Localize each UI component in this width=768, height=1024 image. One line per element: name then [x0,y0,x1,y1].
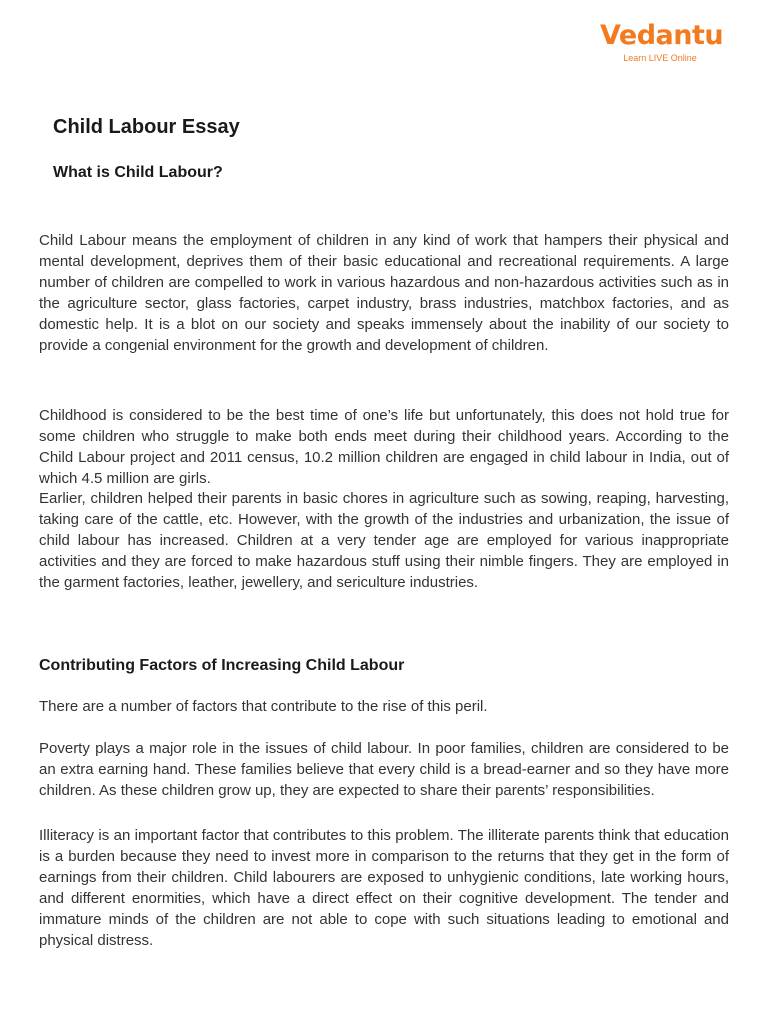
paragraph-poverty: Poverty plays a major role in the issues of child labour. In poor families, children are considered to be an extra earning hand. These families believe that every child is a bread-earner and so they have more children. As these children grow up, they are expected to share their parents’ responsibilities. [39,740,729,799]
paragraph-illiteracy: Illiteracy is an important factor that contributes to this problem. The illiterate parents think that education is a burden because they need to invest more in comparison to the returns that they get in the form of earnings from their children. Child labourers are exposed to unhygienic conditions, late working hours, and different enormities, which have a direct effect on their cognitive development. The tender and immature minds of the children are not able to cope with such situations leading to emotional and physical distress. [39,827,729,949]
paragraph-childhood: Childhood is considered to be the best time of one’s life but unfortunately, this does not hold true for some children who struggle to make both ends meet during their childhood years. According to the Child Labour project and 2011 census, 10.2 million children are engaged in child labour in India, out of which 4.5 million are girls. [39,407,729,487]
document-title: Child Labour Essay [53,116,240,138]
section-heading-contributing-factors: Contributing Factors of Increasing Child Labour [39,657,405,674]
section-heading-what-is-child-labour: What is Child Labour? [53,164,223,181]
logo-wordmark: Vedantu [600,20,724,51]
paragraph-definition: Child Labour means the employment of children in any kind of work that hampers their physical and mental development, deprives them of their basic educational and recreational requirements. A large number of children are compelled to work in various hazardous and non-hazardous activities such as in the agriculture sector, glass factories, carpet industry, brass industries, matchbox factories, and as domestic help. It is a blot on our society and speaks immensely about the inability of our society to provide a congenial environment for the growth and development of children. [39,232,729,354]
logo-tagline: Learn LIVE Online [623,53,697,63]
paragraph-earlier: Earlier, children helped their parents in basic chores in agriculture such as sowing, reaping, harvesting, taking care of the cattle, etc. However, with the growth of the industries and urbanization, the issue of child labour has increased. Children at a very tender age are employed for various inappropriate activities and they are forced to make hazardous stuff using their nimble fingers. They are employed in the garment factories, leather, jewellery, and sericulture industries. [39,490,729,591]
paragraph-factors-intro: There are a number of factors that contribute to the rise of this peril. [39,698,488,715]
vedantu-logo [600,20,724,64]
